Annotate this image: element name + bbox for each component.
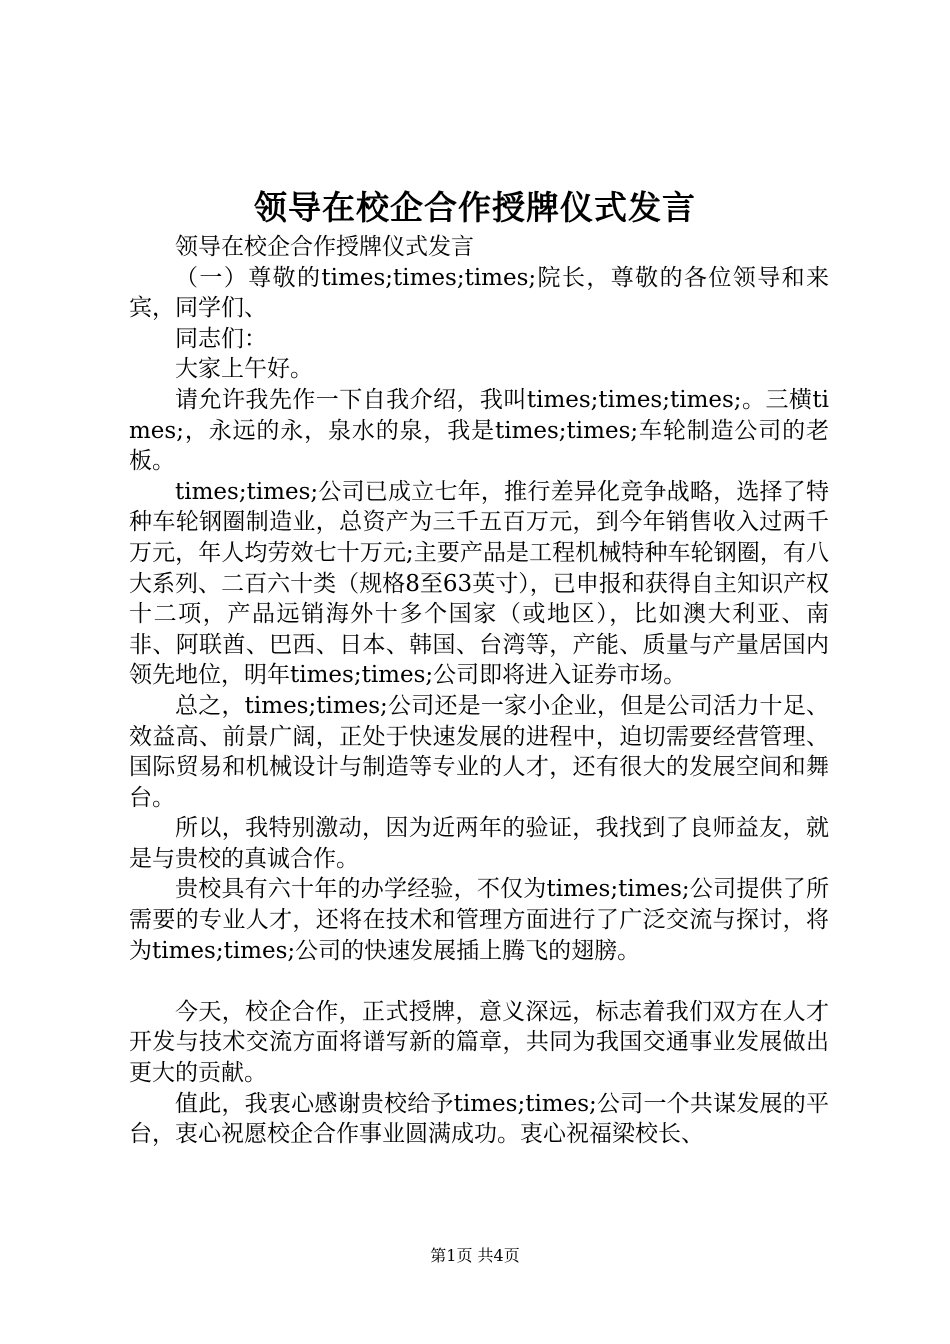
paragraph: 同志们： xyxy=(175,325,267,352)
document-title: 领导在校企合作授牌仪式发言 xyxy=(254,188,696,227)
page-footer: 第1页 共4页 xyxy=(430,1246,520,1265)
paragraph: 请允许我先作一下自我介绍，我叫times;times;times;。三横times;，永远的永，泉水的泉，我是times;times;车轮制造公司的老板。 xyxy=(129,386,829,475)
document-body xyxy=(129,232,829,1150)
paragraph: 所以，我特别激动，因为近两年的验证，我找到了良师益友，就是与贵校的真诚合作。 xyxy=(129,815,829,872)
paragraph: 总之，times;times;公司还是一家小企业，但是公司活力十足、效益高、前景广阔，正处于快速发展的进程中，迫切需要经营管理、国际贸易和机械设计与制造等专业的人才，还有很大的发展空间和舞台。 xyxy=(129,692,829,811)
paragraph: （一）尊敬的times;times;times;院长，尊敬的各位领导和来宾，同学们、 xyxy=(129,264,829,322)
paragraph: 贵校具有六十年的办学经验，不仅为times;times;公司提供了所需要的专业人才，还将在技术和管理方面进行了广泛交流与探讨，将为times;times;公司的快速发展插上腾飞的翅膀。 xyxy=(129,876,829,964)
paragraph: 值此，我衷心感谢贵校给予times;times;公司一个共谋发展的平台，衷心祝愿校企合作事业圆满成功。衷心祝福梁校长、 xyxy=(129,1090,829,1148)
paragraph: 今天，校企合作，正式授牌，意义深远，标志着我们双方在人才开发与技术交流方面将谱写新的篇章，共同为我国交通事业发展做出更大的贡献。 xyxy=(129,998,829,1087)
paragraph: times;times;公司已成立七年，推行差异化竞争战略，选择了特种车轮钢圈制造业，总资产为三千五百万元，到今年销售收入过两千万元，年人均劳效七十万元;主要产品是工程机械特种车轮钢圈，有八大系列、二百六十类（规格8至63英寸），已申报和获得自主知识产权十二项，产品远销海外十多个国家（或地区），比如澳大利亚、南非、阿联酋、巴西、日本、韩国、台湾等，产能、质量与产量居国内领先地位，明年times;times;公司即将进入证券市场。 xyxy=(129,478,829,689)
paragraph: 大家上午好。 xyxy=(175,356,313,383)
paragraph: 领导在校企合作授牌仪式发言 xyxy=(175,234,474,260)
